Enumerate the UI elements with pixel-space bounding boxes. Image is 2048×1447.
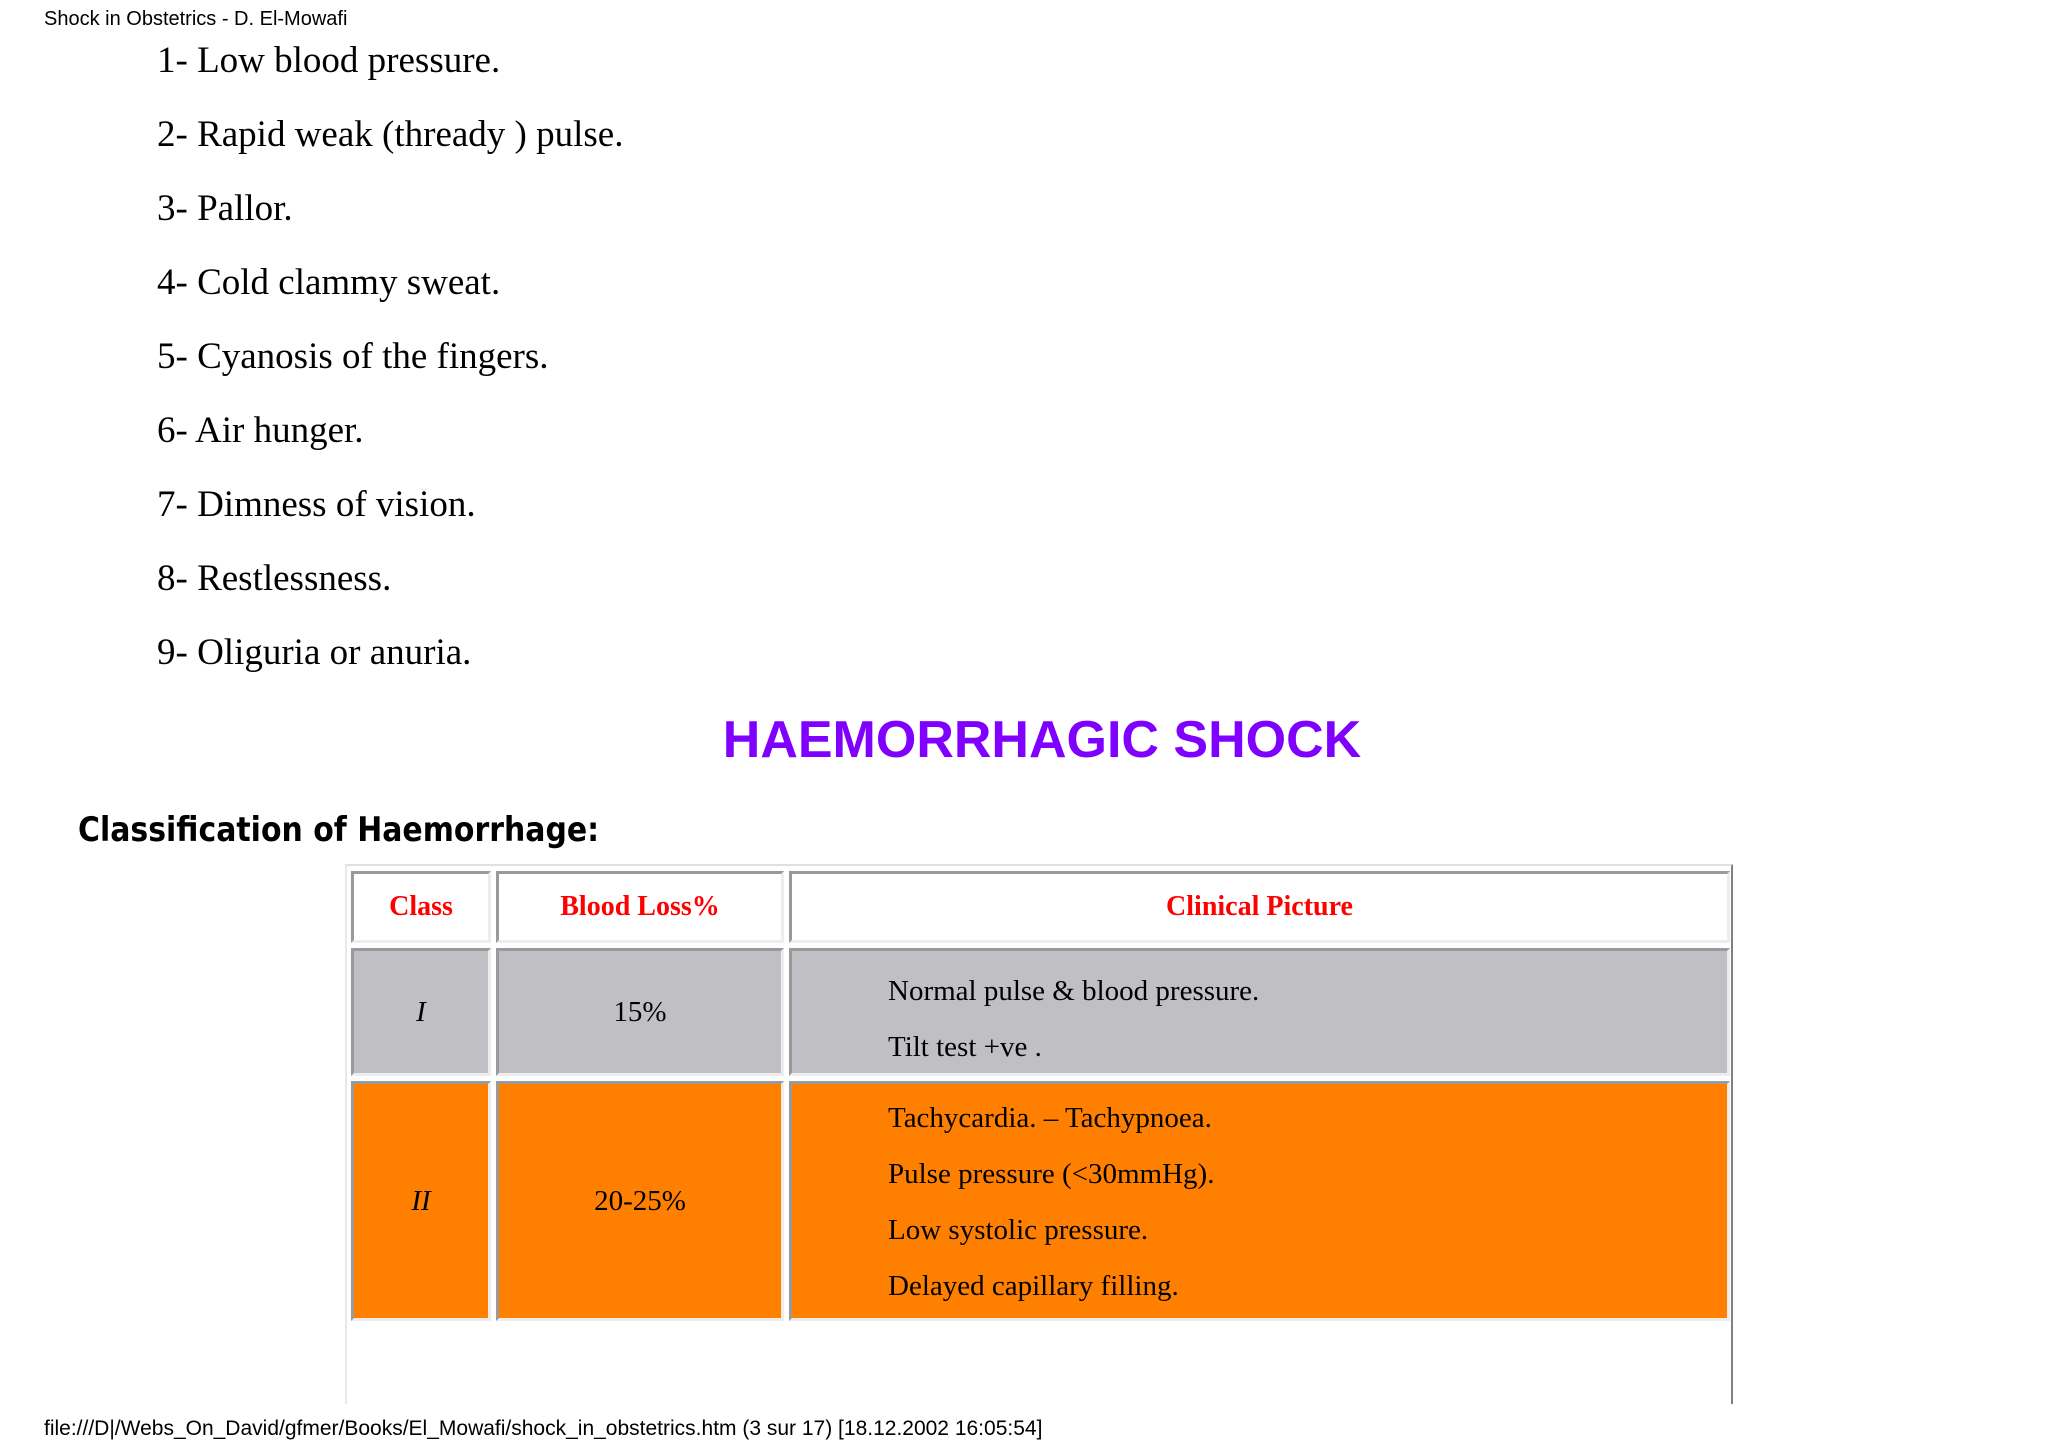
table-header-clinical-picture (789, 871, 1730, 943)
table-cell (789, 1081, 1730, 1321)
table-header-blood-loss (496, 871, 784, 943)
section-subtitle: Classification of Haemorrhage: (78, 810, 600, 850)
list-item: 9- Oliguria or anuria. (157, 632, 472, 673)
clinical-list (888, 963, 1259, 1075)
section-title: HAEMORRHAGIC SHOCK (722, 711, 1362, 769)
table-header-class (351, 871, 491, 943)
clinical-list (888, 1090, 1214, 1314)
list-item: 1- Low blood pressure. (157, 40, 501, 81)
list-item: 6- Air hunger. (157, 410, 364, 451)
table-cell (496, 948, 784, 1076)
document-footer: file:///D|/Webs_On_David/gfmer/Books/El_Mowafi/shock_in_obstetrics.htm (3 sur 17) [18.12.2002 16:05:54] (44, 1417, 1043, 1440)
list-item: 8- Restlessness. (157, 558, 392, 599)
header-label: Clinical Picture (1166, 891, 1353, 922)
list-item: 5- Cyanosis of the fingers. (157, 336, 549, 377)
class-value: II (411, 1184, 431, 1217)
document-header: Shock in Obstetrics - D. El-Mowafi (44, 8, 348, 30)
list-item: 7- Dimness of vision. (157, 484, 476, 525)
header-label: Class (389, 891, 453, 922)
table-row (351, 1081, 491, 1321)
clinical-item: Pulse pressure (<30mmHg). (888, 1158, 1215, 1190)
list-item: 3- Pallor. (157, 188, 293, 229)
blood-loss-value: 20-25% (594, 1184, 686, 1217)
clinical-item: Delayed capillary filling. (888, 1270, 1179, 1302)
clinical-item: Normal pulse & blood pressure. (888, 975, 1260, 1007)
clinical-item: Low systolic pressure. (888, 1214, 1149, 1246)
list-item: 2- Rapid weak (thready ) pulse. (157, 114, 624, 155)
clinical-item: Tachycardia. – Tachypnoea. (888, 1102, 1212, 1134)
table-cell (789, 948, 1730, 1076)
table-row (351, 948, 491, 1076)
classification-table (345, 864, 1733, 1404)
clinical-item: Tilt test +ve . (888, 1031, 1042, 1063)
signs-list (157, 38, 623, 704)
table-cell (496, 1081, 784, 1321)
header-label: Blood Loss% (560, 891, 720, 922)
list-item: 4- Cold clammy sweat. (157, 262, 501, 303)
class-value: I (416, 995, 426, 1028)
blood-loss-value: 15% (613, 995, 667, 1028)
